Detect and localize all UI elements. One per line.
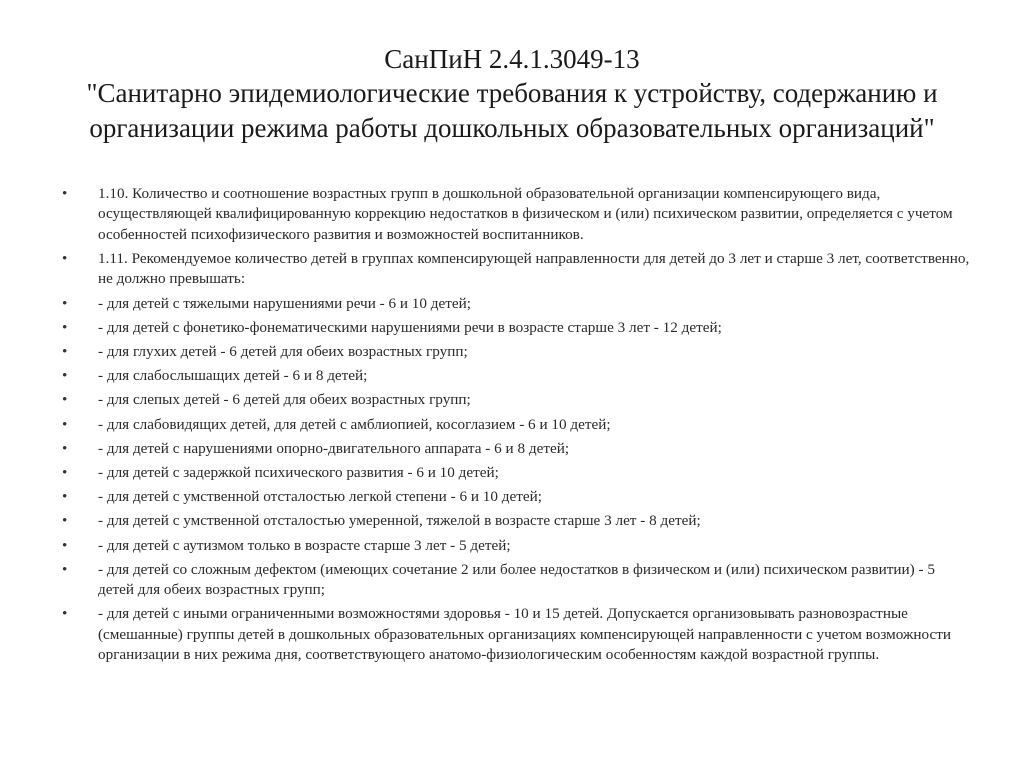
list-item [62,342,972,362]
bullet-icon: • [62,250,68,268]
list-item [62,511,972,531]
bullet-icon: • [62,185,68,202]
list-item-text: - для глухих детей - 6 детей для обеих возрастных групп; [98,343,468,361]
list-item [62,390,972,410]
list-item [62,366,972,386]
list-item [62,294,972,314]
list-item-text: - для слепых детей - 6 детей для обеих возрастных групп; [98,391,471,409]
list-item [62,439,972,459]
list-item-text: - для детей с фонетико-фонематическими нарушениями речи в возрасте старше 3 лет - 12 детей; [98,318,722,336]
list-item-text: 1.11. Рекомендуемое количество детей в группах компенсирующей направленности для детей до 3 лет и старше 3 лет, соответственно, не должно превышать: [98,250,970,288]
list-item-text: - для слабовидящих детей, для детей с амблиопией, косоглазием - 6 и 10 детей; [98,415,611,433]
list-item [62,536,972,556]
bullet-icon: • [62,488,68,506]
list-item-text: - для детей со сложным дефектом (имеющих сочетание 2 или более недостатков в физическом и (или) психическом развитии) - 5 детей для обеих возрастных групп; [98,560,935,599]
list-item [62,249,972,290]
list-item-text: - для детей с нарушениями опорно-двигательного аппарата - 6 и 8 детей; [98,439,570,457]
title-name: "Санитарно эпидемиологические требования к устройству, содержанию и организации режима работы дошкольных образовательных организаций" [86,78,938,143]
list-item [62,604,972,665]
list-item [62,463,972,483]
list-item-text: - для детей с умственной отсталостью умеренной, тяжелой в возрасте старше 3 лет - 8 детей; [98,512,701,530]
bullet-icon: • [62,464,68,482]
list-item [62,415,972,435]
bullet-icon: • [62,391,68,409]
list-item-text: - для детей с умственной отсталостью легкой степени - 6 и 10 детей; [98,488,542,506]
bullet-icon: • [62,318,68,336]
bullet-icon: • [62,367,68,385]
document-title [40,42,984,146]
bullet-list [62,184,972,669]
bullet-icon: • [62,439,68,457]
bullet-icon: • [62,294,68,312]
list-item-text: - для детей с тяжелыми нарушениями речи - 6 и 10 детей; [98,294,471,312]
list-item [62,487,972,507]
bullet-icon: • [62,343,68,361]
list-item-text: 1.10. Количество и соотношение возрастных групп в дошкольной образовательной организации компенсирующего вида, осуществляющей квалифицированную коррекцию недостатков в физическом и (или) психическом развитии, определяется с учетом особенностей психофизического развития и возможностей воспитанников. [98,185,953,243]
bullet-icon: • [62,536,68,554]
title-code: СанПиН 2.4.1.3049-13 [384,44,640,74]
list-item [62,184,972,245]
list-item [62,560,972,601]
list-item-text: - для детей с задержкой психического развития - 6 и 10 детей; [98,464,499,482]
list-item-text: - для детей с аутизмом только в возрасте старше 3 лет - 5 детей; [98,536,511,554]
list-item-text: - для слабослышащих детей - 6 и 8 детей; [98,367,368,385]
list-item-text: - для детей с иными ограниченными возможностями здоровья - 10 и 15 детей. Допускается организовывать разновозрастные (смешанные) группы детей в дошкольных образовательных организациях компенсирующей направленности с учетом возможности организации в них режима дня, соответствующего анатомо-физиологическим особенностям каждой возрастной группы. [98,605,952,664]
bullet-icon: • [62,560,68,578]
bullet-icon: • [62,415,68,433]
bullet-icon: • [62,605,68,623]
list-item [62,318,972,338]
bullet-icon: • [62,512,68,530]
